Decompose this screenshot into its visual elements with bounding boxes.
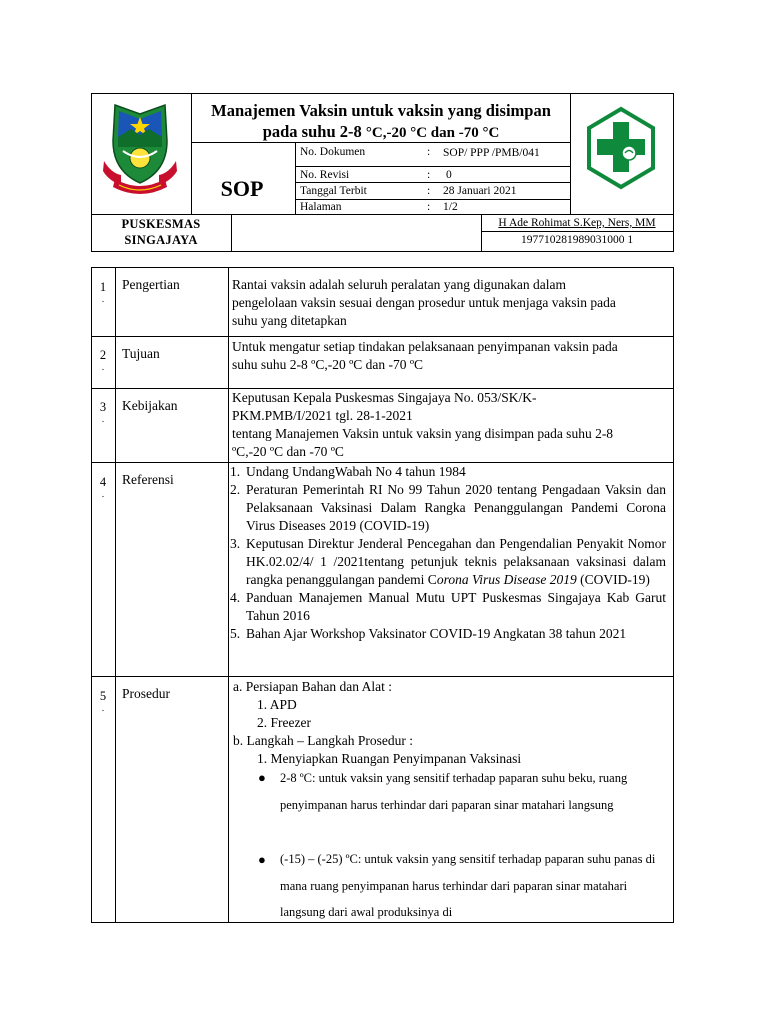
title-line-2-rest: °C,-20 °C dan -70 °C xyxy=(365,125,500,141)
bullet-icon: ● xyxy=(258,852,266,867)
meta-label-date: Tanggal Terbit xyxy=(300,185,367,197)
reference-item: 3. Keputusan Direktur Jenderal Pencegahan dan Pengendalian Penyakit Nomor HK.02.02/4/ 1 /2021tentang petunjuk teknis pelaksanaan vaksinasi dalam rangka penanggulangan pandemi Corona Virus Disease 2019 (COVID-19) xyxy=(230,536,666,587)
meta-label-doc: No. Dokumen xyxy=(300,146,366,158)
meta-value-date: 28 Januari 2021 xyxy=(443,185,517,197)
reference-item: 5. Bahan Ajar Workshop Vaksinator COVID-19 Angkatan 38 tahun 2021 xyxy=(230,626,627,641)
divider xyxy=(91,336,674,337)
meta-label-rev: No. Revisi xyxy=(300,169,350,181)
divider xyxy=(570,93,571,214)
section-number: 1 . xyxy=(99,280,107,304)
bullet-icon: ● xyxy=(258,770,266,785)
reference-item: 1. Undang UndangWabah No 4 tahun 1984 xyxy=(230,464,466,479)
divider xyxy=(231,214,232,252)
organization-name xyxy=(92,216,230,248)
document-title xyxy=(192,100,570,144)
divider xyxy=(228,267,229,923)
signer-id: 197710281989031000 1 xyxy=(520,234,634,246)
health-cross-logo xyxy=(586,106,656,190)
divider xyxy=(295,142,296,214)
org-line-1: PUSKESMAS xyxy=(121,217,201,231)
section-label-pengertian: Pengertian xyxy=(122,277,180,292)
meta-sep: : xyxy=(427,169,431,181)
meta-sep: : xyxy=(427,185,431,197)
meta-label-page: Halaman xyxy=(300,201,342,213)
meta-value-page: 1/2 xyxy=(443,201,458,213)
section-text-pengertian: Rantai vaksin adalah seluruh peralatan yang digunakan dalam pengelolaan vaksin sesuai dengan prosedur untuk menjaga vaksin pada suhu yang ditetapkan xyxy=(232,277,616,328)
divider xyxy=(91,676,674,677)
divider xyxy=(295,182,571,183)
section-number: 5 . xyxy=(99,689,107,713)
section-label-prosedur: Prosedur xyxy=(122,686,170,701)
section-text-tujuan: Untuk mengatur setiap tindakan pelaksanaan penyimpanan vaksin pada suhu suhu 2-8 ºC,-20 ºC dan -70 ºC xyxy=(232,339,618,372)
procedure-item: 1. APD xyxy=(257,697,297,712)
procedure-item: 1. Menyiapkan Ruangan Penyimpanan Vaksinasi xyxy=(257,751,522,766)
meta-sep: : xyxy=(427,146,431,158)
section-number: 4 . xyxy=(99,475,107,499)
reference-item: 2. Peraturan Pemerintah RI No 99 Tahun 2020 tentang Pengadaan Vaksin dan Pelaksanaan Vaksinasi Dalam Rangka Penanggulangan Pandemi Corona Virus Diseases 2019 (COVID-19) xyxy=(230,482,666,533)
title-line-2-bold: pada suhu 2-8 xyxy=(262,122,366,141)
procedure-item: 2. Freezer xyxy=(257,715,311,730)
section-text-kebijakan: Keputusan Kepala Puskesmas Singajaya No. 053/SK/K- PKM.PMB/I/2021 tgl. 28-1-2021 tentang Manajemen Vaksin untuk vaksin yang disimpan pada suhu 2-8 ºC,-20 ºC dan -70 ºC xyxy=(232,390,614,459)
section-number: 3 . xyxy=(99,400,107,424)
regency-crest-logo xyxy=(101,101,179,197)
title-line-1: Manajemen Vaksin untuk vaksin yang disimpan xyxy=(211,101,551,120)
meta-value-rev: 0 xyxy=(446,169,452,181)
divider xyxy=(91,214,674,215)
section-number: 2 . xyxy=(99,348,107,372)
reference-item: 4. Panduan Manajemen Manual Mutu UPT Puskesmas Singajaya Kab Garut Tahun 2016 xyxy=(230,590,666,623)
divider xyxy=(295,166,571,167)
procedure-step-b: b. Langkah – Langkah Prosedur : xyxy=(233,733,413,748)
signer-name: H Ade Rohimat S.Kep, Ners, MM xyxy=(498,217,656,229)
procedure-bullet-text: 2-8 ºC: untuk vaksin yang sensitif terhadap paparan suhu beku, ruang penyimpanan harus terhindar dari paparan sinar matahari langsung xyxy=(280,771,628,812)
procedure-step-a: a. Persiapan Bahan dan Alat : xyxy=(233,679,392,694)
section-label-kebijakan: Kebijakan xyxy=(122,398,178,413)
reference-list xyxy=(230,463,666,643)
procedure-bullet-text: (-15) – (-25) ºC: untuk vaksin yang sensitif terhadap paparan suhu panas di mana ruang penyimpanan harus terhindar dari paparan sinar matahari langsung dari awal produksinya di xyxy=(280,852,656,919)
meta-value-doc: SOP/ PPP /PMB/041 xyxy=(443,147,540,159)
divider xyxy=(115,267,116,923)
section-label-tujuan: Tujuan xyxy=(122,346,160,361)
sop-label: SOP xyxy=(220,176,264,201)
section-label-referensi: Referensi xyxy=(122,472,174,487)
divider xyxy=(481,231,674,232)
org-line-2: SINGAJAYA xyxy=(124,233,198,247)
meta-sep: : xyxy=(427,201,431,213)
